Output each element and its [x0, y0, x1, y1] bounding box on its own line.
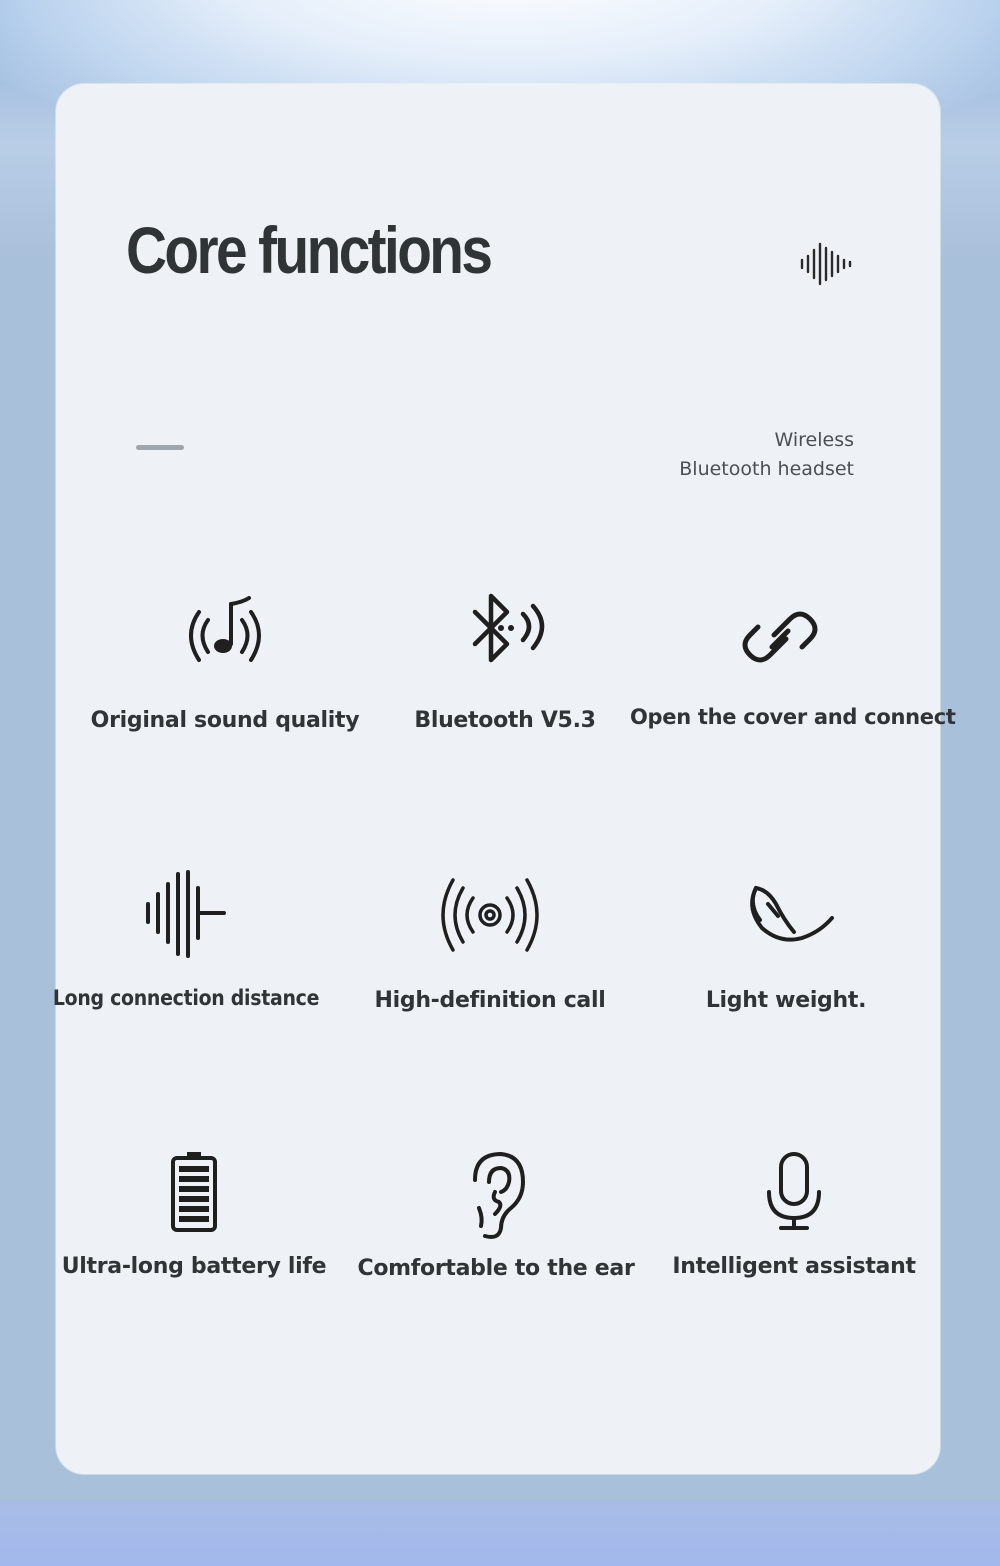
feature-label: Intelligent assistant	[672, 1254, 916, 1279]
feature-label: Ultra-long battery life	[61, 1254, 327, 1279]
feature-hd-call	[340, 870, 640, 1040]
link-icon	[730, 595, 830, 685]
divider-dash	[136, 445, 184, 450]
feature-light-weight	[636, 874, 936, 1044]
feature-battery	[44, 1148, 344, 1298]
bluetooth-icon	[455, 588, 555, 678]
feather-leaf-icon	[736, 874, 836, 954]
music-note-sound-icon	[175, 590, 275, 680]
ear-icon	[461, 1148, 531, 1242]
sound-wave-icon	[136, 866, 236, 966]
feature-bluetooth	[355, 588, 655, 758]
feature-assistant	[644, 1148, 944, 1298]
product-subtitle	[679, 426, 854, 484]
feature-label: Comfortable to the ear	[357, 1256, 635, 1281]
feature-open-connect	[630, 595, 956, 765]
page-title: Core functions	[126, 213, 491, 287]
feature-original-sound	[75, 590, 375, 760]
feature-label: Long connection distance	[52, 986, 320, 1010]
feature-label: Open the cover and connect	[630, 705, 956, 729]
feature-label: Original sound quality	[90, 708, 360, 733]
feature-long-distance	[36, 866, 336, 1036]
subtitle-line-2: Bluetooth headset	[679, 458, 854, 480]
background-bottom	[0, 1500, 1000, 1566]
subtitle-line-1: Wireless	[774, 429, 854, 451]
broadcast-icon	[435, 870, 545, 960]
battery-icon	[164, 1148, 224, 1234]
audio-wave-icon	[798, 240, 854, 288]
feature-label: High-definition call	[374, 988, 606, 1013]
feature-comfortable	[346, 1148, 646, 1298]
feature-label: Bluetooth V5.3	[414, 708, 596, 733]
microphone-icon	[759, 1148, 829, 1238]
feature-label: Light weight.	[705, 988, 867, 1013]
